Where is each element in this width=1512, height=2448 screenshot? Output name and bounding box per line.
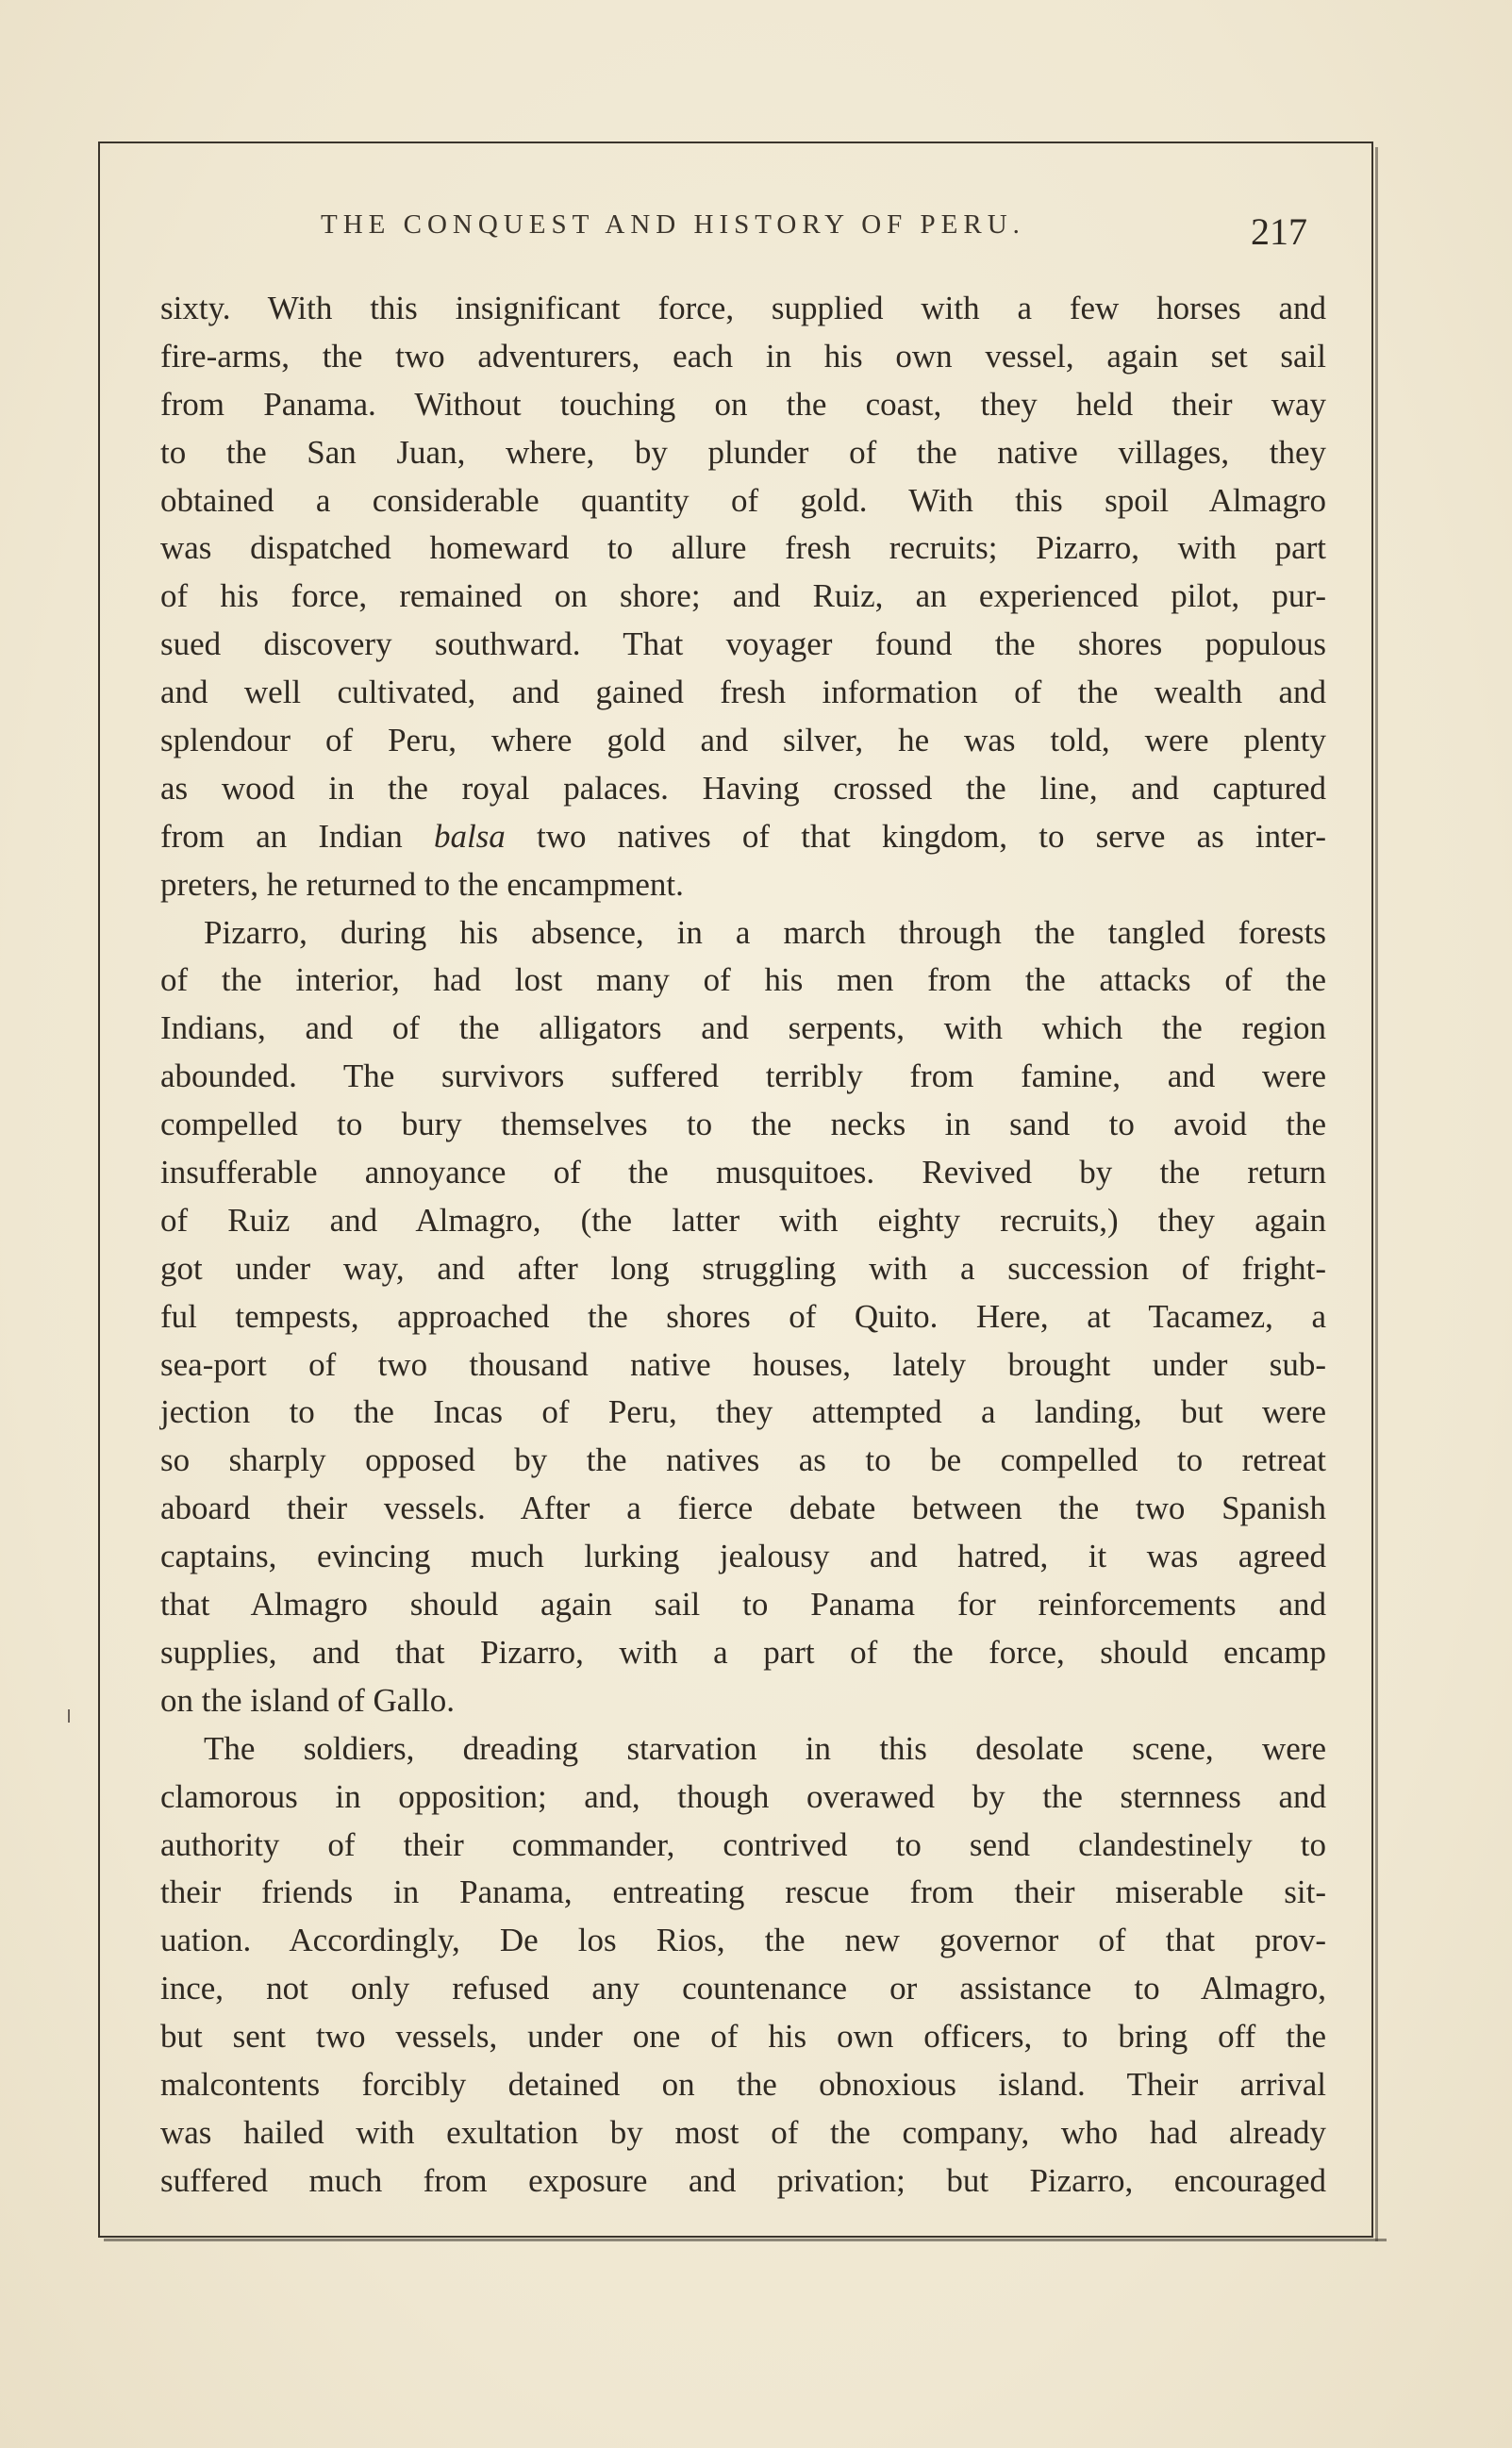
text-line: their friends in Panama, entreating rescue from their miserable sit- [160, 1873, 1326, 1911]
text-line: abounded. The survivors suffered terribly from famine, and were [160, 1057, 1326, 1095]
text-line: was dispatched homeward to allure fresh recruits; Pizarro, with part [160, 529, 1326, 567]
text-line: supplies, and that Pizarro, with a part of the force, should encamp [160, 1633, 1326, 1671]
text-line: obtained a considerable quantity of gold. With this spoil Almagro [160, 481, 1326, 519]
text-line: preters, he returned to the encampment. [160, 865, 684, 903]
text-line: but sent two vessels, under one of his own officers, to bring off the [160, 2018, 1326, 2056]
text-line: sued discovery southward. That voyager found the shores populous [160, 625, 1326, 663]
text-segment: from an Indian [160, 817, 434, 855]
text-line: got under way, and after long struggling with a succession of fright- [160, 1249, 1326, 1287]
text-line: of the interior, had lost many of his men from the attacks of the [160, 961, 1326, 999]
page-number: 217 [1251, 210, 1307, 253]
text-line: splendour of Peru, where gold and silver, he was told, were plenty [160, 722, 1326, 759]
text-line: so sharply opposed by the natives as to be compelled to retreat [160, 1441, 1326, 1479]
text-line: aboard their vessels. After a fierce debate between the two Spanish [160, 1490, 1326, 1527]
text-line: of his force, remained on shore; and Ruiz, an experienced pilot, pur- [160, 577, 1326, 615]
text-line: that Almagro should again sail to Panama for reinforcements and [160, 1586, 1326, 1624]
text-line: sixty. With this insignificant force, supplied with a few horses and [160, 290, 1326, 326]
text-line: suffered much from exposure and privation; but Pizarro, encouraged [160, 2161, 1326, 2199]
text-line: on the island of Gallo. [160, 1681, 456, 1719]
text-line: ince, not only refused any countenance or assistance to Almagro, [160, 1970, 1326, 2007]
text-line: as wood in the royal palaces. Having crossed the line, and captured [160, 769, 1326, 807]
text-line: and well cultivated, and gained fresh information of the wealth and [160, 674, 1326, 711]
text-line: compelled to bury themselves to the necks in sand to avoid the [160, 1106, 1326, 1143]
text-line: captains, evincing much lurking jealousy and hatred, it was agreed [160, 1538, 1326, 1575]
text-line: malcontents forcibly detained on the obnoxious island. Their arrival [160, 2065, 1326, 2103]
paragraph-start-line: The soldiers, dreading starvation in this desolate scene, were [204, 1729, 1326, 1767]
text-line: of Ruiz and Almagro, (the latter with eighty recruits,) they again [160, 1201, 1326, 1239]
text-line: from Panama. Without touching on the coast, they held their way [160, 385, 1326, 423]
running-head: THE CONQUEST AND HISTORY OF PERU. [321, 209, 1025, 240]
text-line: uation. Accordingly, De los Rios, the new governor of that prov- [160, 1922, 1326, 1959]
text-line: insufferable annoyance of the musquitoes. Revived by the return [160, 1154, 1326, 1191]
page-border-bottom-shadow [104, 2239, 1387, 2241]
text-line: sea-port of two thousand native houses, lately brought under sub- [160, 1345, 1326, 1383]
text-line: authority of their commander, contrived to send clandestinely to [160, 1825, 1326, 1863]
text-line-with-italic [160, 813, 1326, 861]
text-segment: two natives of that kingdom, to serve as inter- [505, 817, 1326, 855]
text-line: was hailed with exultation by most of the company, who had already [160, 2113, 1326, 2151]
page-border-right-shadow [1375, 147, 1378, 2241]
paragraph-start-line: Pizarro, during his absence, in a march through the tangled forests [204, 913, 1326, 951]
text-line: fire-arms, the two adventurers, each in his own vessel, again set sail [160, 337, 1326, 375]
body-text [160, 285, 1326, 2206]
text-line: Indians, and of the alligators and serpents, with which the region [160, 1009, 1326, 1047]
text-line: clamorous in opposition; and, though overawed by the sternness and [160, 1777, 1326, 1815]
text-line: ful tempests, approached the shores of Quito. Here, at Tacamez, a [160, 1297, 1326, 1335]
margin-mark [68, 1709, 70, 1723]
text-line: to the San Juan, where, by plunder of the native villages, they [160, 433, 1326, 471]
italic-word: balsa [433, 817, 506, 855]
text-line: jection to the Incas of Peru, they attempted a landing, but were [160, 1393, 1326, 1431]
